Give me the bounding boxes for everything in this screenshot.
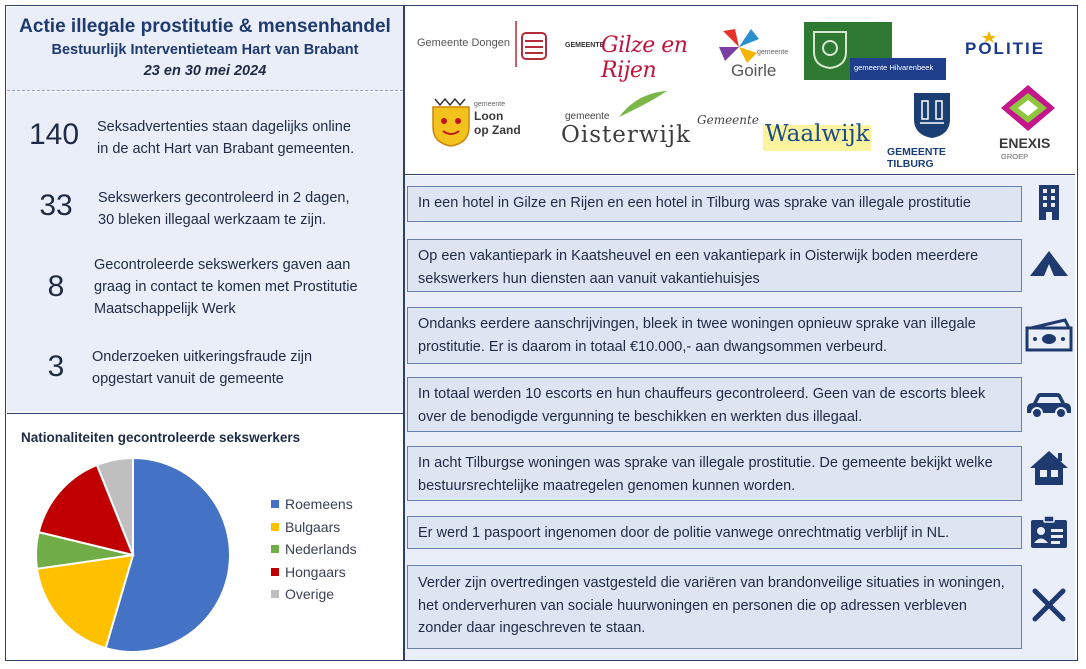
partner-logos — [405, 7, 1075, 175]
page-subtitle: Bestuurlijk Interventieteam Hart van Brabant — [51, 42, 359, 58]
building-icon — [1025, 183, 1073, 221]
logo-dongen-text: Gemeente Dongen — [417, 37, 510, 49]
stat-value: 33 — [39, 189, 73, 222]
fact-item: Ondanks eerdere aanschrijvingen, bleek in twee woningen opnieuw sprake van illegale prostitutie. Er is daarom in totaal €10.000,- aan dwangsommen verbeurd. — [407, 307, 1022, 364]
logo-goirle: gemeente Goirle — [717, 27, 795, 83]
stat-value: 8 — [47, 270, 65, 303]
id-card-icon — [1025, 514, 1073, 550]
logo-loon-op-zand: gemeente Loon op Zand — [431, 97, 531, 149]
fact-item: In een hotel in Gilze en Rijen en een hotel in Tilburg was sprake van illegale prostitutie — [407, 186, 1022, 222]
close-icon — [1025, 587, 1073, 623]
chart-legend — [271, 493, 357, 606]
stat-text: Gecontroleerde sekswerkers gaven aan graag in contact te komen met Prostitutie Maatschappelijk Werk — [94, 257, 358, 317]
logo-waalwijk: Gemeente Waalwijk — [697, 111, 875, 155]
legend-item — [271, 538, 357, 561]
stat-text: Seksadvertenties staan dagelijks online in de acht Hart van Brabant gemeenten. — [97, 119, 355, 157]
fact-item: Verder zijn overtredingen vastgesteld die variëren van brandonveilige situaties in woningen, het onderverhuren van sociale huurwoningen en personen die op adressen verbleven zonder daar ingeschreven te staan. — [407, 565, 1022, 649]
left-column — [7, 7, 403, 659]
legend-item — [271, 561, 357, 584]
logo-dongen — [415, 17, 553, 71]
legend-label: Bulgaars — [285, 518, 341, 535]
legend-item — [271, 493, 357, 516]
fact-item: In acht Tilburgse woningen was sprake van illegale prostitutie. De gemeente bekijkt welke bestuursrechtelijke maatregelen genomen kunnen worden. — [407, 446, 1022, 501]
politie-star-icon — [982, 31, 996, 43]
money-icon — [1025, 318, 1073, 352]
page-title: Actie illegale prostitutie & mensenhandel — [19, 16, 391, 37]
loon-crest-icon — [431, 97, 471, 147]
nationality-chart — [7, 413, 403, 659]
legend-label: Roemeens — [285, 496, 353, 513]
legend-swatch — [271, 500, 279, 508]
legend-swatch — [271, 523, 279, 531]
fact-item: Er werd 1 paspoort ingenomen door de politie vanwege onrechtmatig verblijf in NL. — [407, 516, 1022, 549]
chart-title: Nationaliteiten gecontroleerde sekswerkers — [21, 430, 301, 445]
logo-hilvarenbeek: gemeente Hilvarenbeek — [804, 22, 946, 80]
stat-value: 140 — [28, 118, 80, 151]
legend-item — [271, 583, 357, 606]
oisterwijk-leaf-icon — [617, 89, 669, 119]
facts-panel — [405, 176, 1075, 660]
stat-text: Onderzoeken uitkeringsfraude zijn opgestart vanuit de gemeente — [92, 349, 313, 387]
stat-text: Sekswerkers gecontroleerd in 2 dagen, 30 bleken illegaal werkzaam te zijn. — [98, 190, 350, 228]
stat-value: 3 — [47, 350, 65, 383]
logo-enexis: ENEXIS GROEP — [995, 83, 1065, 163]
house-icon — [1025, 449, 1073, 487]
logo-gilze-en-rijen: GEMEENTE Gilze en Rijen — [563, 33, 703, 79]
tent-icon — [1025, 248, 1073, 278]
car-icon — [1025, 391, 1073, 419]
title-block — [7, 7, 403, 91]
legend-label: Hongaars — [285, 563, 346, 580]
legend-swatch — [271, 568, 279, 576]
dongen-crest-icon — [510, 19, 552, 71]
legend-swatch — [271, 545, 279, 553]
enexis-diamond-icon — [997, 83, 1059, 133]
legend-label: Nederlands — [285, 541, 357, 558]
logo-politie: POLITIE — [965, 35, 1055, 63]
logo-gilze-name: Gilze en Rijen — [601, 33, 688, 83]
legend-item — [271, 516, 357, 539]
page-dates: 23 en 30 mei 2024 — [143, 63, 267, 79]
logo-oisterwijk: gemeente Oisterwijk — [561, 89, 687, 151]
stats-panel — [7, 92, 403, 412]
logo-tilburg: GEMEENTE TILBURG — [885, 91, 981, 161]
legend-swatch — [271, 590, 279, 598]
hilvarenbeek-crest-icon — [810, 28, 850, 70]
fact-item: In totaal werden 10 escorts en hun chauffeurs gecontroleerd. Geen van de escorts bleek over de benodigde vergunning te beschikken en werkten dus illegaal. — [407, 377, 1022, 432]
tilburg-crest-icon — [912, 91, 952, 139]
fact-item: Op een vakantiepark in Kaatsheuvel en een vakantiepark in Oisterwijk boden meerdere sekswerkers hun diensten aan vanuit vakantiehuisjes — [407, 239, 1022, 292]
legend-label: Overige — [285, 586, 335, 603]
